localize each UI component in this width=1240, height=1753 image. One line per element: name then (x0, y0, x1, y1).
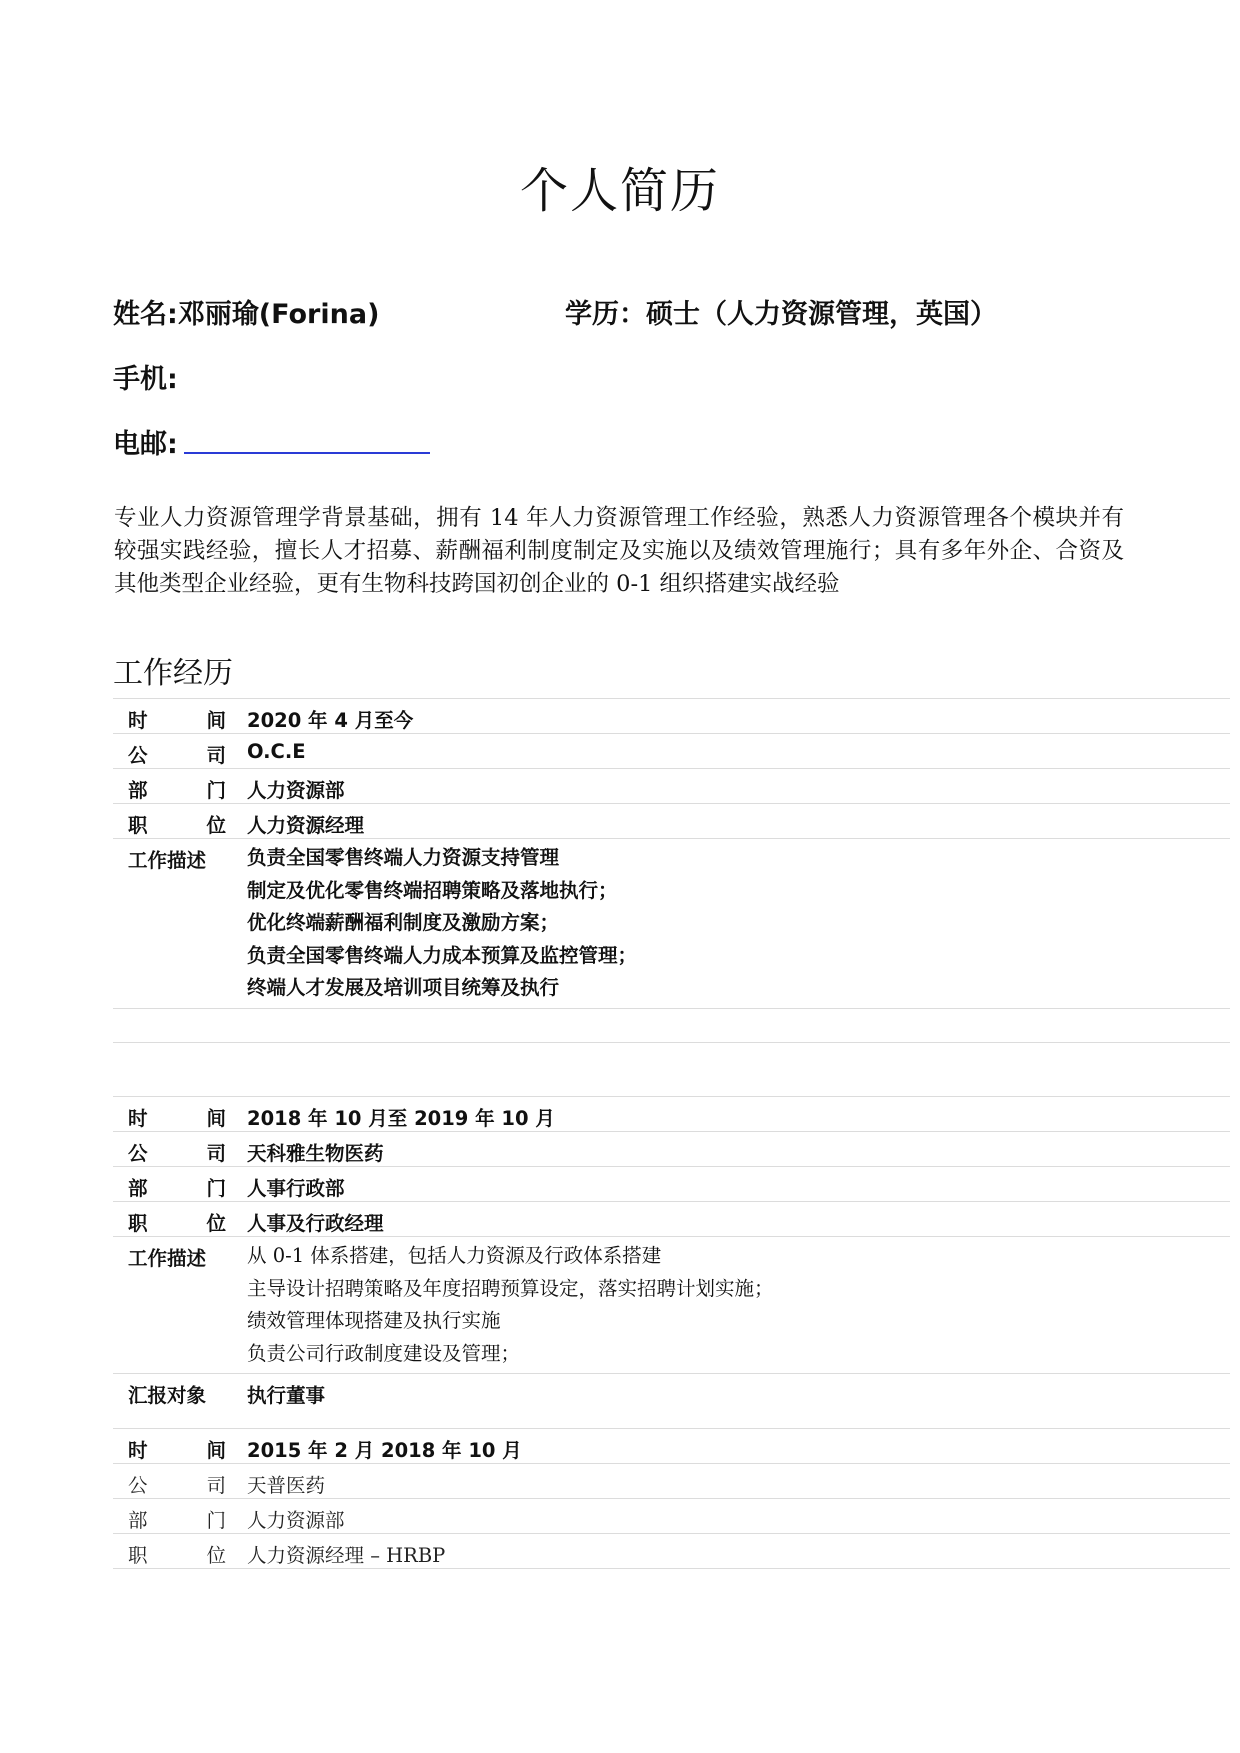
document-title: 个人简历 (519, 163, 720, 219)
job-desc-row (113, 838, 1230, 1008)
desc-line: 主导设计招聘策略及年度招聘预算设定，落实招聘计划实施； (247, 1276, 774, 1300)
name-value: 邓丽瑜(Forina) (177, 299, 380, 330)
job-dept-row (113, 1498, 1230, 1533)
time-value: 2018 年 10 月至 2019 年 10 月 (247, 1107, 555, 1130)
desc-value (247, 839, 1230, 1008)
job-time-row (113, 698, 1230, 733)
education-value: 硕士（人力资源管理，英国） (646, 299, 997, 330)
dept-value: 人力资源部 (247, 779, 345, 802)
phone-line (113, 357, 178, 396)
company-key: 公 司 (128, 1142, 226, 1165)
position-value: 人力资源经理 (247, 814, 365, 837)
email-line (113, 422, 178, 461)
position-key: 职 位 (128, 1544, 226, 1567)
report-key: 汇报对象 (128, 1384, 207, 1407)
job-company-row (113, 1131, 1230, 1166)
job-company-row (113, 733, 1230, 768)
time-value: 2020 年 4 月至今 (247, 709, 414, 732)
desc-line: 绩效管理体现搭建及执行实施 (247, 1309, 501, 1332)
desc-line: 终端人才发展及培训项目统筹及执行 (247, 976, 560, 999)
desc-key: 工作描述 (128, 849, 207, 872)
desc-line: 负责全国零售终端人力成本预算及监控管理； (247, 943, 638, 967)
profile-summary: 专业人力资源管理学背景基础，拥有 14 年人力资源管理工作经验，熟悉人力资源管理各个模块并有较强实践经验，擅长人才招募、薪酬福利制度制定及实施以及绩效管理施行；具有多年外企、合资及其他类型企业经验，更有生物科技跨国初创企业的 0-1 组织搭建实战经验 (114, 505, 1124, 597)
phone-label: 手机: (113, 364, 178, 395)
dept-key: 部 门 (128, 1509, 226, 1532)
desc-line: 从 0-1 体系搭建，包括人力资源及行政体系搭建 (247, 1244, 662, 1267)
desc-key: 工作描述 (128, 1247, 207, 1270)
desc-line: 制定及优化零售终端招聘策略及落地执行； (247, 878, 618, 902)
company-value: 天科雅生物医药 (247, 1142, 384, 1165)
dept-value: 人力资源部 (247, 1509, 345, 1532)
time-key: 时 间 (128, 709, 226, 732)
desc-value (247, 1237, 1230, 1373)
dept-value: 人事行政部 (247, 1177, 345, 1200)
dept-key: 部 门 (128, 1177, 226, 1200)
job-time-row (113, 1096, 1230, 1131)
company-value: 天普医药 (247, 1474, 326, 1497)
desc-line: 优化终端薪酬福利制度及激励方案； (247, 911, 560, 934)
job-position-row (113, 1201, 1230, 1236)
position-value: 人力资源经理 – HRBP (247, 1544, 446, 1567)
position-value: 人事及行政经理 (247, 1212, 384, 1235)
company-value: O.C.E (247, 740, 306, 763)
job-time-row (113, 1428, 1230, 1463)
work-experience-heading: 工作经历 (113, 656, 233, 691)
name-line (113, 292, 379, 331)
name-label: 姓名: (113, 299, 178, 330)
empty-row (113, 1008, 1230, 1043)
time-key: 时 间 (128, 1439, 226, 1462)
job-report-row (113, 1373, 1230, 1408)
report-value: 执行董事 (247, 1384, 326, 1407)
education-line (565, 292, 997, 331)
job-company-row (113, 1463, 1230, 1498)
job-entry-1 (113, 698, 1230, 1043)
job-position-row (113, 1533, 1230, 1569)
job-entry-3 (113, 1428, 1230, 1569)
desc-line: 负责全国零售终端人力资源支持管理 (247, 846, 560, 869)
job-dept-row (113, 768, 1230, 803)
time-key: 时 间 (128, 1107, 226, 1130)
email-label: 电邮: (113, 429, 178, 460)
dept-key: 部 门 (128, 779, 226, 802)
job-desc-row (113, 1236, 1230, 1373)
job-entry-2 (113, 1096, 1230, 1408)
company-key: 公 司 (128, 1474, 226, 1497)
job-dept-row (113, 1166, 1230, 1201)
position-key: 职 位 (128, 814, 226, 837)
company-key: 公 司 (128, 744, 226, 767)
desc-line: 负责公司行政制度建设及管理； (247, 1341, 521, 1365)
job-position-row (113, 803, 1230, 838)
email-link-underline[interactable] (184, 452, 430, 454)
time-value: 2015 年 2 月 2018 年 10 月 (247, 1439, 522, 1462)
position-key: 职 位 (128, 1212, 226, 1235)
education-label: 学历： (565, 299, 646, 330)
